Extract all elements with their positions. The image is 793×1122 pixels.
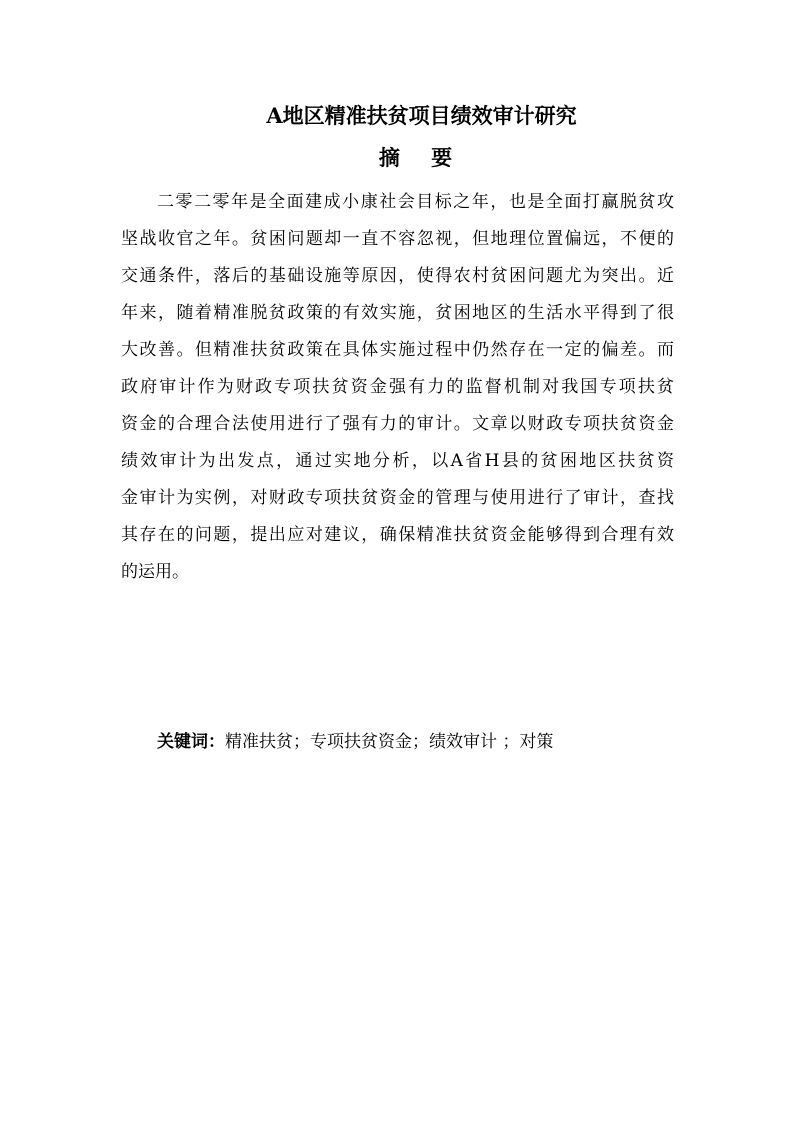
abstract-line: 坚战收官之年。贫困问题却一直不容忽视，但地理位置偏远，不便的 <box>121 229 674 249</box>
abstract-line: 资金的合理合法使用进行了强有力的审计。文章以财政专项扶贫资金 <box>121 414 674 434</box>
abstract-line: 交通条件，落后的基础设施等原因，使得农村贫困问题尤为突出。近 <box>121 266 674 286</box>
paper-title: A地区精准扶贫项目绩效审计研究 <box>266 103 577 128</box>
abstract-line: 金审计为实例，对财政专项扶贫资金的管理与使用进行了审计，查找 <box>121 488 674 508</box>
abstract-body <box>121 184 674 591</box>
abstract-line: 二零二零年是全面建成小康社会目标之年，也是全面打赢脱贫攻 <box>157 192 674 212</box>
abstract-line: 大改善。但精准扶贫政策在具体实施过程中仍然存在一定的偏差。而 <box>121 340 674 360</box>
keywords <box>157 727 553 757</box>
abstract-line: 年来，随着精准脱贫政策的有效实施，贫困地区的生活水平得到了很 <box>121 303 674 323</box>
keywords-label: 关键词： <box>157 732 225 752</box>
abstract-heading: 摘 要 <box>378 145 465 170</box>
keywords-text: 精准扶贫；专项扶贫资金；绩效审计 ；对策 <box>225 732 554 752</box>
abstract-line: 政府审计作为财政专项扶贫资金强有力的监督机制对我国专项扶贫 <box>121 377 674 397</box>
abstract-line: 其存在的问题，提出应对建议，确保精准扶贫资金能够得到合理有效 <box>121 525 674 545</box>
abstract-line: 的运用。 <box>121 562 189 582</box>
abstract-line: 绩效审计为出发点，通过实地分析，以A省H县的贫困地区扶贫资 <box>121 451 674 471</box>
